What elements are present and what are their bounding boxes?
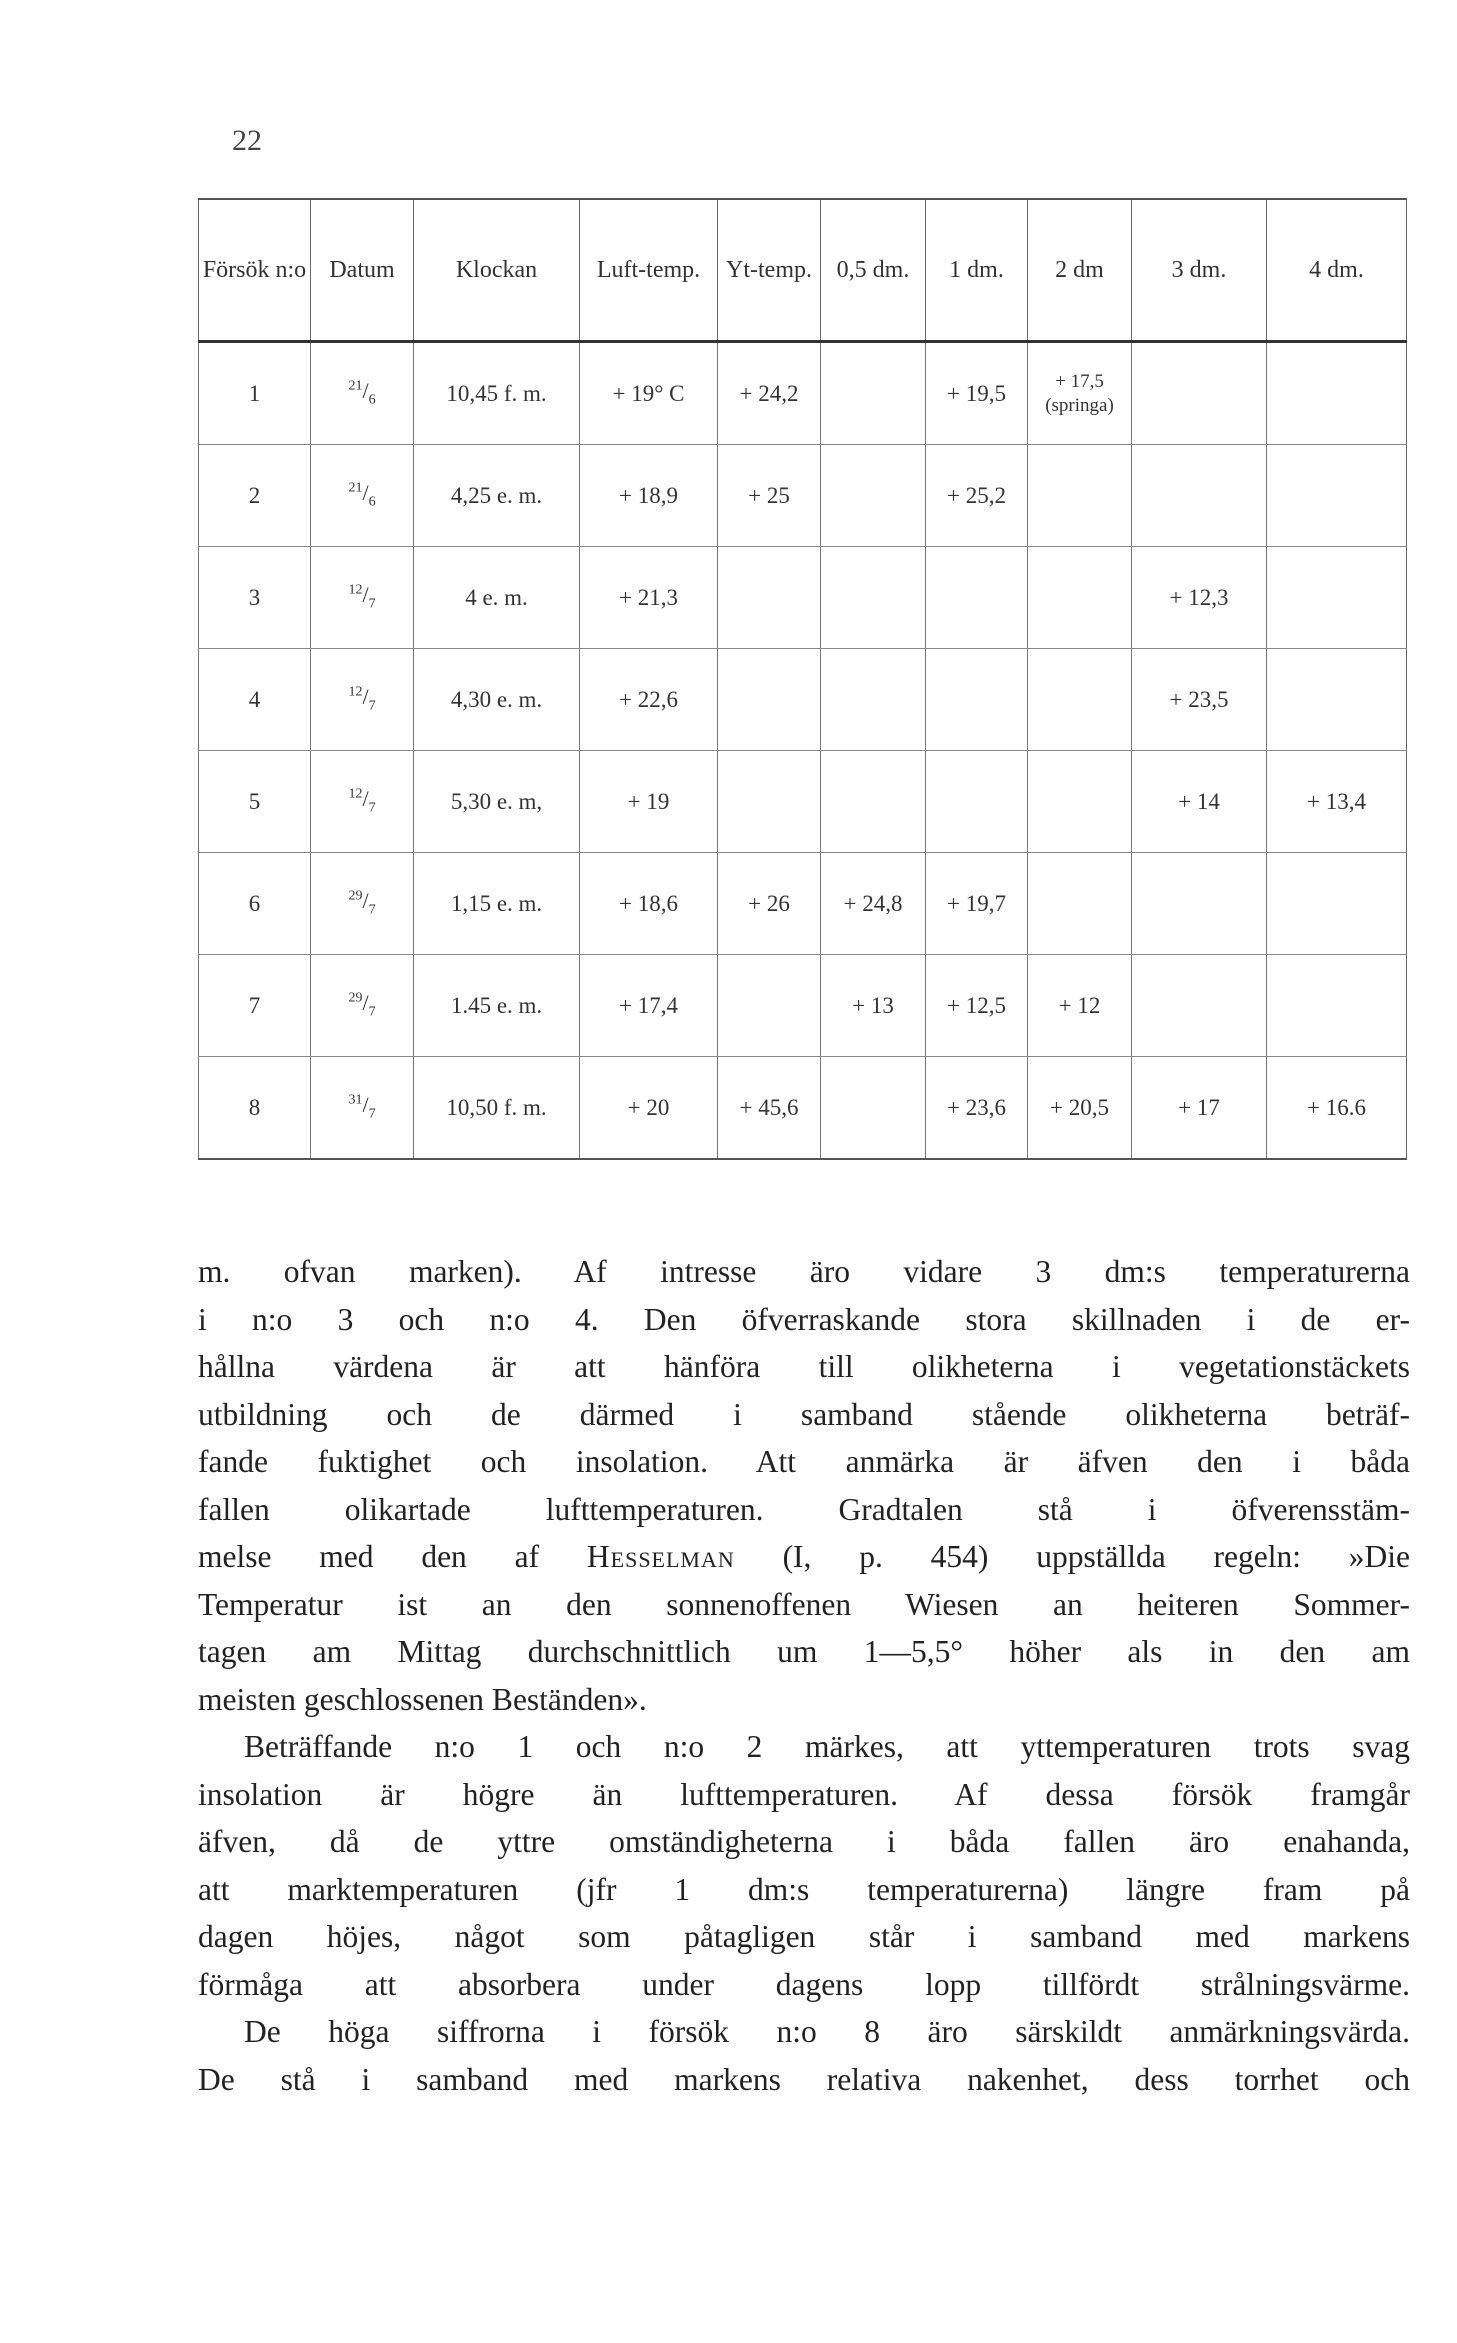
text-line: Beträffande n:o 1 och n:o 2 märkes, att yttemperaturen trots svag (244, 1729, 1410, 1764)
cell-date (311, 342, 414, 445)
cell-nr: 4 (199, 649, 311, 751)
cell-nr: 6 (199, 853, 311, 955)
text-line: förmåga att absorbera under dagens lopp tillfördt strålningsvärme. (198, 1966, 1410, 2002)
text-line: dagen höjes, något som påtagligen står i samband med markens (198, 1919, 1410, 1954)
cell-d3 (1132, 955, 1267, 1057)
cell-time: 5,30 e. m, (414, 751, 580, 853)
header-klockan: Klockan (414, 199, 580, 342)
cell-d2-note: (springa) (1045, 394, 1114, 416)
cell-nr: 2 (199, 445, 311, 547)
cell-date (311, 751, 414, 853)
cell-time: 10,45 f. m. (414, 342, 580, 445)
cell-time: 4,25 e. m. (414, 445, 580, 547)
cell-time: 4 e. m. (414, 547, 580, 649)
table-row (199, 547, 1407, 649)
header-3-dm: 3 dm. (1132, 199, 1267, 342)
cell-d05 (821, 445, 926, 547)
cell-d1: + 23,6 (926, 1057, 1028, 1160)
cell-date (311, 649, 414, 751)
cell-d05 (821, 342, 926, 445)
date-fraction: $^{21}/_6$ (348, 480, 376, 510)
cell-nr: 5 (199, 751, 311, 853)
table-row (199, 955, 1407, 1057)
cell-luft: + 20 (580, 1057, 718, 1160)
paragraph (198, 2008, 1410, 2103)
cell-yt (718, 649, 821, 751)
cell-d3 (1132, 853, 1267, 955)
cell-yt: + 25 (718, 445, 821, 547)
cell-luft: + 19 (580, 751, 718, 853)
date-fraction: $^{12}/_7$ (348, 684, 376, 714)
cell-d4 (1267, 445, 1407, 547)
text-line: melse med den af Hesselman (I, p. 454) uppställda regeln: »Die (198, 1539, 1410, 1574)
cell-yt: + 26 (718, 853, 821, 955)
cell-d05: + 24,8 (821, 853, 926, 955)
text-line: i n:o 3 och n:o 4. Den öfverraskande stora skillnaden i de er- (198, 1301, 1410, 1337)
cell-yt (718, 955, 821, 1057)
cell-d2 (1028, 547, 1132, 649)
cell-d2: + 12 (1028, 955, 1132, 1057)
text-line: meisten geschlossenen Beständen». (198, 1681, 647, 1717)
cell-d05 (821, 547, 926, 649)
table-header-row (199, 199, 1407, 342)
header-forsok: Försök n:o (199, 199, 311, 342)
cell-luft: + 21,3 (580, 547, 718, 649)
body-text (198, 1248, 1410, 2103)
text-line: De höga siffrorna i försök n:o 8 äro särskildt anmärkningsvärda. (244, 2014, 1410, 2049)
cell-date (311, 547, 414, 649)
temperature-table-wrap (198, 198, 1406, 1160)
cell-d4 (1267, 342, 1407, 445)
cell-luft: + 18,9 (580, 445, 718, 547)
header-4-dm: 4 dm. (1267, 199, 1407, 342)
text-line: m. ofvan marken). Af intresse äro vidare 3 dm:s temperaturerna (198, 1254, 1410, 1289)
cell-time: 4,30 e. m. (414, 649, 580, 751)
text-line: insolation är högre än lufttemperaturen. Af dessa försök framgår (198, 1776, 1410, 1812)
table-row (199, 445, 1407, 547)
table-row (199, 342, 1407, 445)
cell-d05 (821, 751, 926, 853)
cell-d1: + 19,7 (926, 853, 1028, 955)
temperature-table (198, 198, 1407, 1160)
cell-d3: + 23,5 (1132, 649, 1267, 751)
cell-d4: + 13,4 (1267, 751, 1407, 853)
cell-d2 (1028, 445, 1132, 547)
date-fraction: $^{29}/_7$ (348, 990, 376, 1020)
header-luft-temp: Luft-temp. (580, 199, 718, 342)
cell-nr: 1 (199, 342, 311, 445)
table-row (199, 649, 1407, 751)
paragraph (198, 1248, 1410, 1723)
header-yt-temp: Yt-temp. (718, 199, 821, 342)
header-2-dm: 2 dm (1028, 199, 1132, 342)
cell-d1: + 25,2 (926, 445, 1028, 547)
cell-nr: 7 (199, 955, 311, 1057)
text-line: tagen am Mittag durchschnittlich um 1—5,5° höher als in den am (198, 1634, 1410, 1669)
cell-d05: + 13 (821, 955, 926, 1057)
cell-date (311, 853, 414, 955)
header-05-dm: 0,5 dm. (821, 199, 926, 342)
cell-luft: + 19° C (580, 342, 718, 445)
cell-d4 (1267, 547, 1407, 649)
cell-nr: 3 (199, 547, 311, 649)
cell-yt: + 45,6 (718, 1057, 821, 1160)
date-fraction: $^{21}/_6$ (348, 378, 376, 408)
cell-d1: + 19,5 (926, 342, 1028, 445)
cell-d3: + 14 (1132, 751, 1267, 853)
cell-d2 (1028, 649, 1132, 751)
date-fraction: $^{12}/_7$ (348, 786, 376, 816)
cell-date (311, 1057, 414, 1160)
table-row (199, 853, 1407, 955)
date-fraction: $^{29}/_7$ (348, 888, 376, 918)
cell-date (311, 445, 414, 547)
cell-d4 (1267, 955, 1407, 1057)
cell-d1 (926, 649, 1028, 751)
cell-luft: + 22,6 (580, 649, 718, 751)
text-line: fande fuktighet och insolation. Att anmärka är äfven den i båda (198, 1444, 1410, 1479)
cell-d05 (821, 1057, 926, 1160)
header-datum: Datum (311, 199, 414, 342)
paragraph (198, 1723, 1410, 2008)
text-line: fallen olikartade lufttemperaturen. Gradtalen stå i öfverensstäm- (198, 1491, 1410, 1527)
cell-d1 (926, 547, 1028, 649)
cell-nr: 8 (199, 1057, 311, 1160)
cell-d4 (1267, 853, 1407, 955)
cell-d05 (821, 649, 926, 751)
date-fraction: $^{31}/_7$ (348, 1092, 376, 1122)
text-line: att marktemperaturen (jfr 1 dm:s temperaturerna) längre fram på (198, 1871, 1410, 1907)
text-line: utbildning och de därmed i samband stående olikheterna beträf- (198, 1396, 1410, 1432)
cell-d4 (1267, 649, 1407, 751)
cell-yt (718, 547, 821, 649)
cell-d2 (1028, 751, 1132, 853)
text-line: Temperatur ist an den sonnenoffenen Wiesen an heiteren Sommer- (198, 1586, 1410, 1622)
cell-luft: + 18,6 (580, 853, 718, 955)
cell-luft: + 17,4 (580, 955, 718, 1057)
cell-d2: + 20,5 (1028, 1057, 1132, 1160)
cell-time: 1.45 e. m. (414, 955, 580, 1057)
cell-time: 1,15 e. m. (414, 853, 580, 955)
cell-d3: + 17 (1132, 1057, 1267, 1160)
cell-d3 (1132, 342, 1267, 445)
header-1-dm: 1 dm. (926, 199, 1028, 342)
cell-d4: + 16.6 (1267, 1057, 1407, 1160)
cell-d3: + 12,3 (1132, 547, 1267, 649)
cell-d3 (1132, 445, 1267, 547)
cell-yt (718, 751, 821, 853)
cell-yt: + 24,2 (718, 342, 821, 445)
author-name: Hesselman (586, 1539, 735, 1574)
cell-date (311, 955, 414, 1057)
page-number: 22 (232, 124, 262, 157)
table-row (199, 751, 1407, 853)
text-line: äfven, då de yttre omständigheterna i båda fallen äro enahanda, (198, 1824, 1410, 1859)
cell-time: 10,50 f. m. (414, 1057, 580, 1160)
cell-d2 (1028, 853, 1132, 955)
date-fraction: $^{12}/_7$ (348, 582, 376, 612)
cell-d1 (926, 751, 1028, 853)
text-line: De stå i samband med markens relativa nakenhet, dess torrhet och (198, 2061, 1410, 2097)
cell-d2: + 17,5 (springa) (1028, 342, 1132, 445)
cell-d1: + 12,5 (926, 955, 1028, 1057)
table-row (199, 1057, 1407, 1160)
text-line: hållna värdena är att hänföra till olikheterna i vegetationstäckets (198, 1349, 1410, 1384)
